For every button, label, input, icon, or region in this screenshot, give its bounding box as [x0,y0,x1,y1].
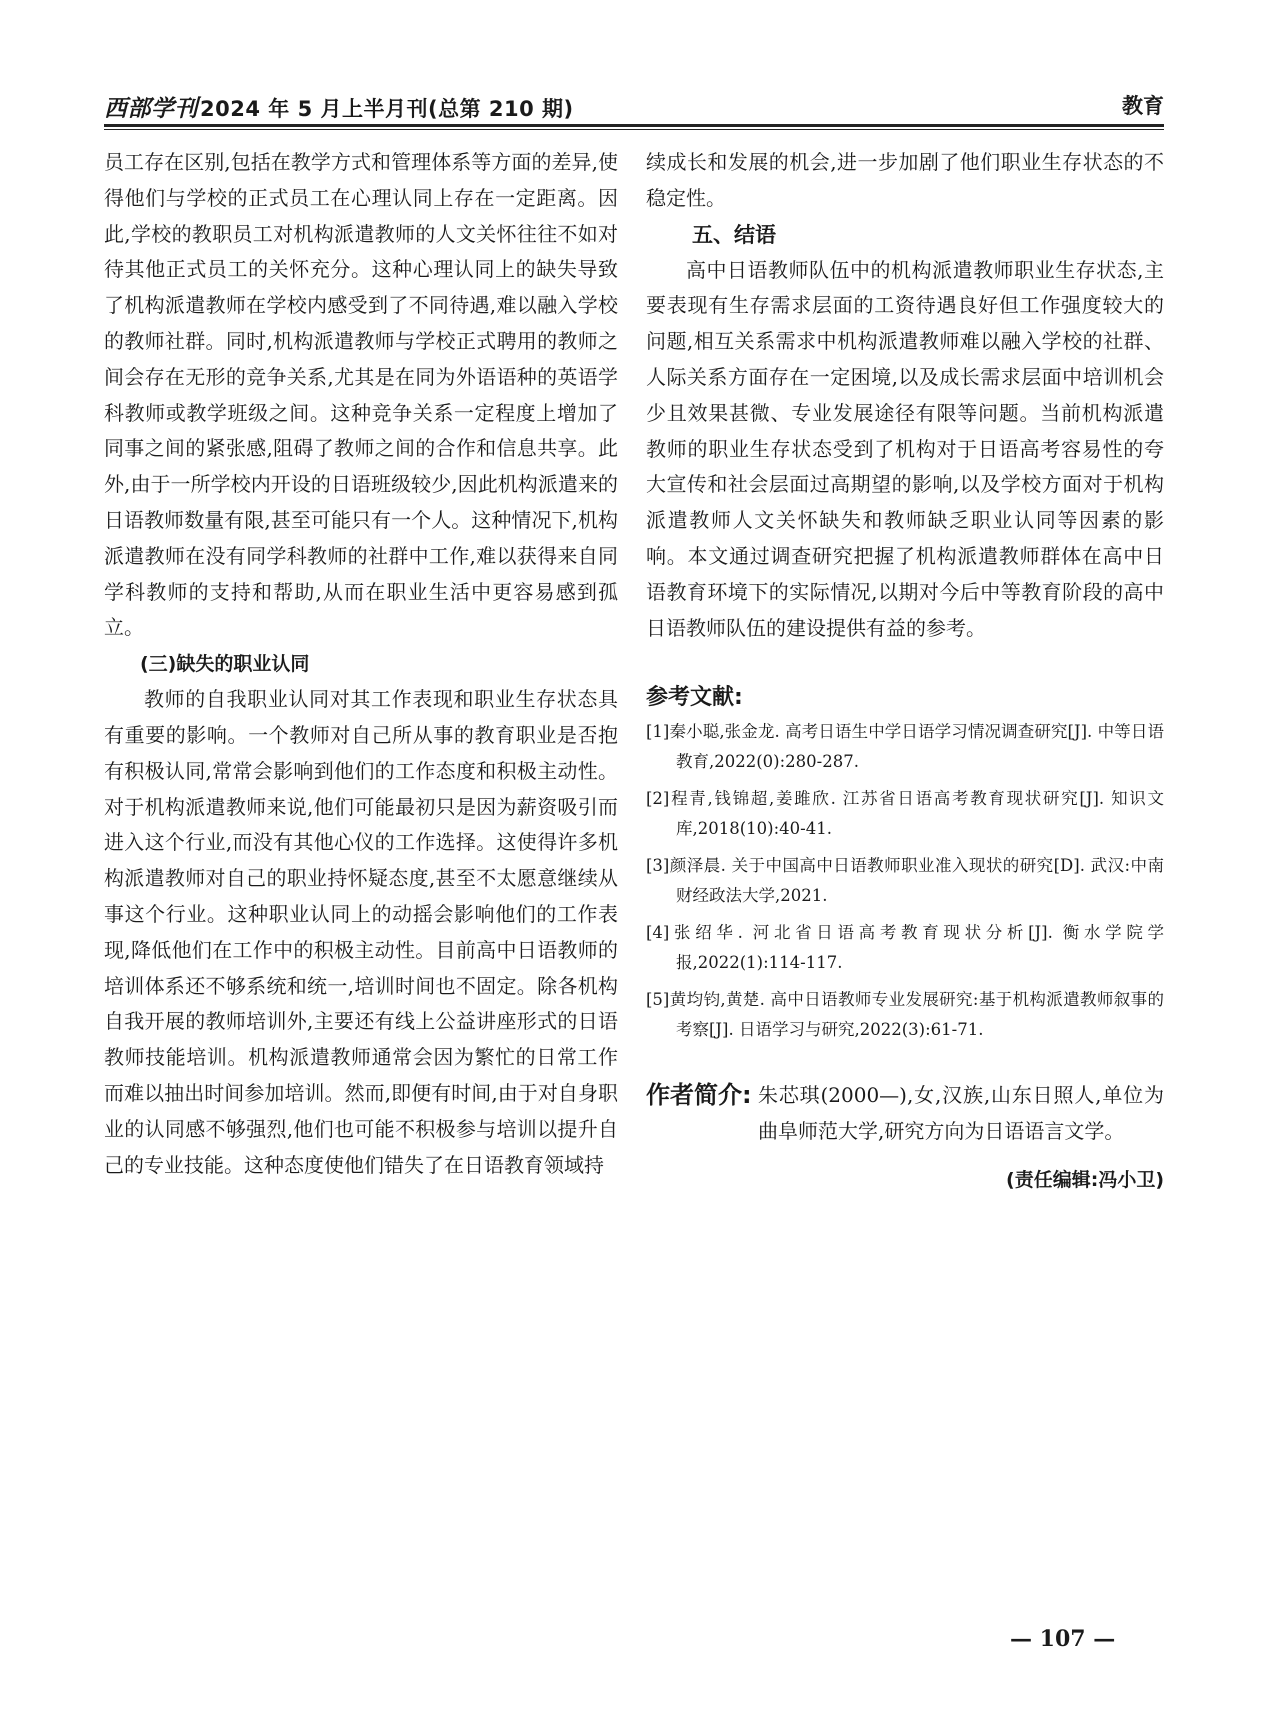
responsible-editor: (责任编辑:冯小卫) [1006,1169,1164,1192]
reference-item: [3]颜泽晨. 关于中国高中日语教师职业准入现状的研究[D]. 武汉:中南财经政法大学,2021. [646,856,1164,906]
journal-issue-line [104,90,574,123]
author-label: 作者简介: [646,1081,752,1110]
body-paragraph: 高中日语教师队伍中的机构派遣教师职业生存状态,主要表现有生存需求层面的工资待遇良好但工作强度较大的问题,相互关系需求中机构派遣教师难以融入学校的社群、人际关系方面存在一定困境,以及成长需求层面中培训机会少且效果甚微、专业发展途径有限等问题。当前机构派遣教师的职业生存状态受到了机构对于日语高考容易性的夸大宣传和社会层面过高期望的影响,以及学校方面对于机构派遣教师人文关怀缺失和教师缺乏职业认同等因素的影响。本文通过调查研究把握了机构派遣教师群体在高中日语教育环境下的实际情况,以期对今后中等教育阶段的高中日语教师队伍的建设提供有益的参考。 [646,257,1164,640]
header-rule-thick [104,124,1164,127]
references-title: 参考文献: [646,685,743,711]
page-header [104,88,1164,122]
section-label: 教育 [1122,94,1164,118]
journal-logo: 西部学刊 [104,95,198,122]
issue-info: 2024 年 5 月上半月刊(总第 210 期) [200,97,574,121]
reference-item: [4]张绍华. 河北省日语高考教育现状分析[J]. 衡水学院学报,2022(1):114-117. [646,923,1164,973]
page-number: — 107 — [1010,1626,1116,1652]
body-paragraph: 续成长和发展的机会,进一步加剧了他们职业生存状态的不稳定性。 [646,150,1164,210]
reference-item: [5]黄均钧,黄楚. 高中日语教师专业发展研究:基于机构派遣教师叙事的考察[J]. 日语学习与研究,2022(3):61-71. [646,990,1164,1040]
header-rule-thin [104,129,1164,130]
subsection-heading: (三)缺失的职业认同 [140,653,310,676]
left-column [104,145,618,1183]
section-heading: 五、结语 [692,222,776,247]
right-column [646,145,1164,1192]
reference-item: [1]秦小聪,张金龙. 高考日语生中学日语学习情况调查研究[J]. 中等日语教育,2022(0):280-287. [646,722,1164,772]
references-list [646,717,1164,1045]
body-paragraph: 员工存在区别,包括在教学方式和管理体系等方面的差异,使得他们与学校的正式员工在心理认同上存在一定距离。因此,学校的教职员工对机构派遣教师的人文关怀往往不如对待其他正式员工的关怀充分。这种心理认同上的缺失导致了机构派遣教师在学校内感受到了不同待遇,难以融入学校的教师社群。同时,机构派遣教师与学校正式聘用的教师之间会存在无形的竞争关系,尤其是在同为外语语种的英语学科教师或教学班级之间。这种竞争关系一定程度上增加了同事之间的紧张感,阻碍了教师之间的合作和信息共享。此外,由于一所学校内开设的日语班级较少,因此机构派遣来的日语教师数量有限,甚至可能只有一个人。这种情况下,机构派遣教师在没有同学科教师的社群中工作,难以获得来自同学科教师的支持和帮助,从而在职业生活中更容易感到孤立。 [104,150,618,640]
author-bio: 朱芯琪(2000—),女,汉族,山东日照人,单位为曲阜师范大学,研究方向为日语语言文学。 [758,1083,1164,1144]
author-info [646,1077,1164,1149]
body-paragraph: 教师的自我职业认同对其工作表现和职业生存状态具有重要的影响。一个教师对自己所从事的教育职业是否抱有积极认同,常常会影响到他们的工作态度和积极主动性。对于机构派遣教师来说,他们可能最初只是因为薪资吸引而进入这个行业,而没有其他心仪的工作选择。这使得许多机构派遣教师对自己的职业持怀疑态度,甚至不太愿意继续从事这个行业。这种职业认同上的动摇会影响他们的工作表现,降低他们在工作中的积极主动性。目前高中日语教师的培训体系还不够系统和统一,培训时间也不固定。除各机构自我开展的教师培训外,主要还有线上公益讲座形式的日语教师技能培训。机构派遣教师通常会因为繁忙的日常工作而难以抽出时间参加培训。然而,即便有时间,由于对自身职业的认同感不够强烈,他们也可能不积极参与培训以提升自己的专业技能。这种态度使他们错失了在日语教育领域持 [104,687,618,1177]
reference-item: [2]程青,钱锦超,姜雎欣. 江苏省日语高考教育现状研究[J]. 知识文库,2018(10):40-41. [646,789,1164,839]
